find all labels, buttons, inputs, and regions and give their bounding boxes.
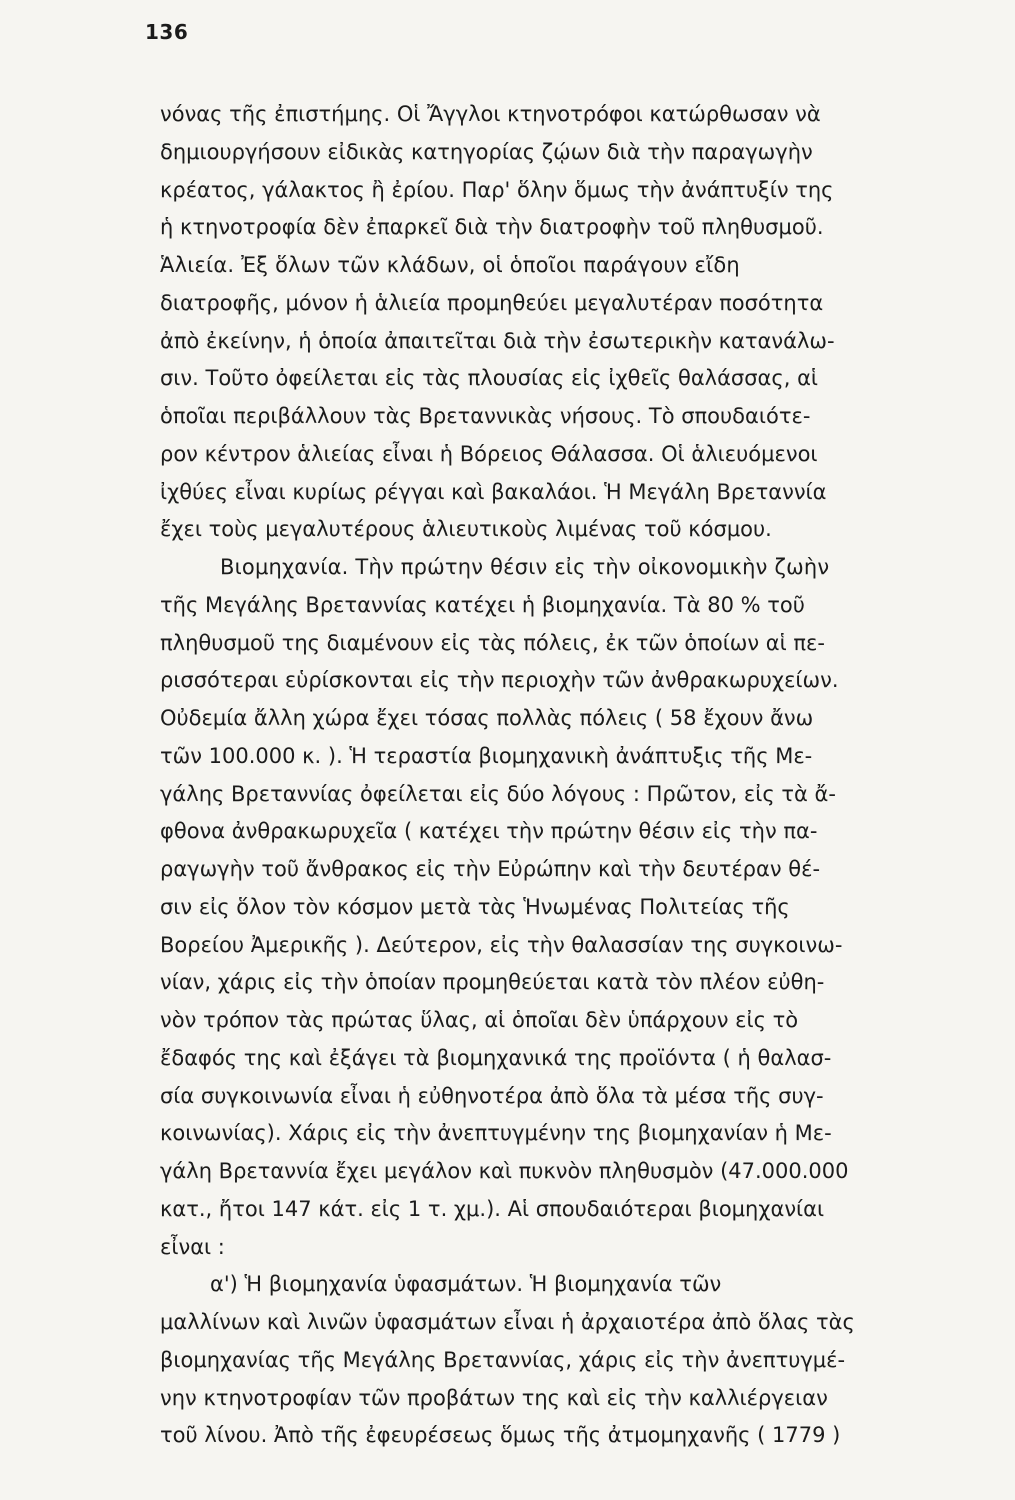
text-line: τῶν 100.000 κ. ). Ἡ τεραστία βιομηχανικὴ ἀνάπτυξις τῆς Με-: [160, 743, 813, 768]
text-line: ἰχθύες εἶναι κυρίως ρέγγαι καὶ βακαλάοι. Ἡ Μεγάλη Βρεταννία: [160, 479, 827, 504]
text-line: ρον κέντρον ἁλιείας εἶναι ἡ Βόρειος Θάλασσα. Οἱ ἁλιευόμενοι: [160, 441, 818, 466]
text-line: Βορείου Ἀμερικῆς ). Δεύτερον, εἰς τὴν θαλασσίαν της συγκοινω-: [160, 932, 843, 957]
text-line: ἀπὸ ἐκείνην, ἡ ὁποία ἀπαιτεῖται διὰ τὴν ἐσωτερικὴν κατανάλω-: [160, 328, 835, 353]
page-number: 136: [145, 20, 189, 44]
body-text: [160, 96, 1010, 1455]
section-industry: Βιομηχανία. Τὴν πρώτην θέσιν εἰς τὴν οἰκονομικὴν ζωὴν: [220, 555, 830, 579]
text-line: εἶναι :: [160, 1234, 225, 1259]
text-line: βιομηχανίας τῆς Μεγάλης Βρεταννίας, χάρις εἰς τὴν ἀνεπτυγμέ-: [160, 1347, 846, 1372]
subsection-textiles: α') Ἡ βιομηχανία ὑφασμάτων. Ἡ βιομηχανία τῶν: [210, 1272, 722, 1297]
text-line: σία συγκοινωνία εἶναι ἡ εὐθηνοτέρα ἀπὸ ὅλα τὰ μέσα τῆς συγ-: [160, 1083, 824, 1108]
text-line: νην κτηνοτροφίαν τῶν προβάτων της καὶ εἰς τὴν καλλιέργειαν: [160, 1385, 828, 1410]
text-line: γάλη Βρεταννία ἔχει μεγάλον καὶ πυκνὸν πληθυσμὸν (47.000.000: [160, 1159, 849, 1183]
text-line: ρισσότεραι εὑρίσκονται εἰς τὴν περιοχὴν τῶν ἀνθρακωρυχείων.: [160, 668, 839, 693]
text-line: ἡ κτηνοτροφία δὲν ἐπαρκεῖ διὰ τὴν διατροφὴν τοῦ πληθυσμοῦ.: [160, 215, 824, 240]
text-line: τῆς Μεγάλης Βρεταννίας κατέχει ἡ βιομηχανία. Τὰ 80 % τοῦ: [160, 592, 805, 617]
text-line: ἔδαφός της καὶ ἐξάγει τὰ βιομηχανικά της προϊόντα ( ἡ θαλασ-: [160, 1045, 832, 1070]
text-line: ἔχει τοὺς μεγαλυτέρους ἁλιευτικοὺς λιμένας τοῦ κόσμου.: [160, 517, 772, 542]
text-line: σιν εἰς ὅλον τὸν κόσμον μετὰ τὰς Ἡνωμένας Πολιτείας τῆς: [160, 894, 790, 919]
text-line: τοῦ λίνου. Ἀπὸ τῆς ἐφευρέσεως ὅμως τῆς ἀτμομηχανῆς ( 1779 ): [160, 1423, 841, 1448]
text-line: φθονα ἀνθρακωρυχεῖα ( κατέχει τὴν πρώτην θέσιν εἰς τὴν πα-: [160, 819, 818, 844]
text-line: σιν. Τοῦτο ὀφείλεται εἰς τὰς πλουσίας εἰς ἰχθεῖς θαλάσσας, αἱ: [160, 366, 819, 391]
section-fishing: Ἁλιεία. Ἐξ ὅλων τῶν κλάδων, οἱ ὁποῖοι παράγουν εἴδη: [160, 253, 740, 277]
text-line: γάλης Βρεταννίας ὀφείλεται εἰς δύο λόγους : Πρῶτον, εἰς τὰ ἄ-: [160, 781, 836, 806]
text-line: δημιουργήσουν εἰδικὰς κατηγορίας ζῴων διὰ τὴν παραγωγὴν: [160, 139, 813, 164]
text-line: νὸν τρόπον τὰς πρώτας ὕλας, αἱ ὁποῖαι δὲν ὑπάρχουν εἰς τὸ: [160, 1008, 799, 1032]
text-line: διατροφῆς, μόνον ἡ ἁλιεία προμηθεύει μεγαλυτέραν ποσότητα: [160, 290, 824, 315]
text-line: ραγωγὴν τοῦ ἄνθρακος εἰς τὴν Εὐρώπην καὶ τὴν δευτέραν θέ-: [160, 857, 821, 881]
text-line: μαλλίνων καὶ λινῶν ὑφασμάτων εἶναι ἡ ἀρχαιοτέρα ἀπὸ ὅλας τὰς: [160, 1310, 855, 1334]
text-line: πληθυσμοῦ της διαμένουν εἰς τὰς πόλεις, ἐκ τῶν ὁποίων αἱ πε-: [160, 630, 825, 655]
text-line: Οὐδεμία ἄλλη χώρα ἔχει τόσας πολλὰς πόλεις ( 58 ἔχουν ἄνω: [160, 706, 814, 730]
text-line: νίαν, χάρις εἰς τὴν ὁποίαν προμηθεύεται κατὰ τὸν πλέον εὐθη-: [160, 970, 825, 995]
text-line: κρέατος, γάλακτος ἢ ἐρίου. Παρ' ὅλην ὅμως τὴν ἀνάπτυξίν της: [160, 177, 834, 202]
text-line: κατ., ἤτοι 147 κάτ. εἰς 1 τ. χμ.). Αἱ σπουδαιότεραι βιομηχανίαι: [160, 1196, 825, 1221]
text-line: νόνας τῆς ἐπιστήμης. Οἱ Ἄγγλοι κτηνοτρόφοι κατώρθωσαν νὰ: [160, 102, 821, 126]
text-line: κοινωνίας). Χάρις εἰς τὴν ἀνεπτυγμένην της βιομηχανίαν ἡ Με-: [160, 1121, 832, 1146]
text-line: ὁποῖαι περιβάλλουν τὰς Βρεταννικὰς νήσους. Τὸ σπουδαιότε-: [160, 404, 811, 428]
